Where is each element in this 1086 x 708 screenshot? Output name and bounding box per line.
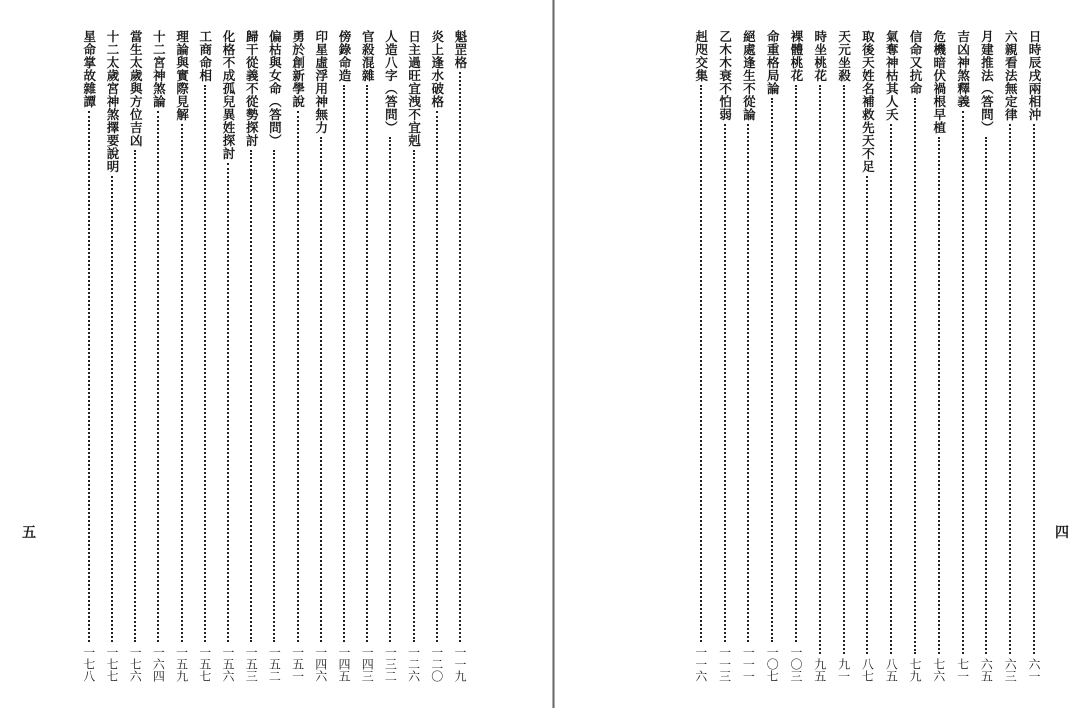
dot-leader (890, 124, 892, 654)
dot-leader (88, 111, 90, 642)
toc-entry-page-number: 六三 (1003, 658, 1018, 682)
toc-entry-page-number: 七六 (931, 658, 946, 682)
toc-entry (195, 30, 215, 682)
toc-entry (241, 30, 261, 682)
toc-entry (404, 30, 424, 682)
toc-entry-title: 理論與實際見解 (174, 30, 190, 121)
toc-entry (691, 30, 711, 682)
dot-leader (866, 176, 868, 654)
toc-entry-page-number: 一五三 (244, 646, 259, 682)
toc-entry-page-number: 一六四 (151, 646, 166, 682)
toc-entry-title: 信命又抗命 (908, 30, 923, 95)
toc-entry-title: 傍錄命造 (337, 30, 352, 82)
dot-leader (157, 111, 159, 642)
toc-entry-page-number: 九一 (836, 658, 851, 682)
toc-entry (357, 30, 377, 682)
toc-entry-title: 日主過旺宜洩不宜剋 (406, 30, 422, 147)
toc-entry (762, 30, 782, 682)
toc-entry-title: 官殺混雜 (360, 30, 376, 82)
toc-entry-page-number: 九五 (812, 658, 827, 682)
toc-entry (125, 30, 145, 682)
toc-entry-title: 取後天姓名補救先天不足 (860, 30, 876, 173)
toc-entry (218, 30, 238, 682)
toc-entry (881, 30, 901, 682)
toc-entry (738, 30, 758, 682)
toc-entry (905, 30, 925, 682)
toc-entry-page-number: 一五一 (290, 646, 305, 682)
toc-entry (427, 30, 447, 682)
toc-entry (810, 30, 830, 682)
toc-entry-title: 赳咫交集 (693, 30, 709, 82)
toc-entry-page-number: 八五 (884, 658, 899, 682)
dot-leader (985, 137, 987, 654)
toc-entry (834, 30, 854, 682)
dot-leader (819, 85, 821, 654)
toc-entry (172, 30, 192, 682)
toc-entry-page-number: 一七七 (105, 646, 119, 682)
toc-entry (334, 30, 354, 682)
toc-entry-page-number: 七一 (955, 658, 970, 682)
toc-entry-page-number: 一五二 (267, 646, 282, 682)
toc-entry-title: 十二太歲宮神煞擇要說明 (105, 30, 120, 173)
toc-entry (102, 30, 122, 682)
toc-entry-page-number: 一五九 (174, 646, 189, 682)
toc-entry (715, 30, 735, 682)
dot-leader (343, 85, 345, 642)
toc-entry-page-number: 一三二 (383, 646, 398, 682)
toc-entry-page-number: 一四三 (360, 646, 375, 682)
left-page-folio: 五 (22, 525, 36, 541)
dot-leader (227, 163, 229, 642)
dot-leader (700, 85, 702, 642)
toc-entry-title: 魁罡格 (453, 30, 468, 69)
toc-entry-title: 偏枯與女命（答問） (267, 30, 283, 147)
toc-entry-page-number: 一一六 (693, 646, 708, 682)
toc-entry-title: 六親看法無定律 (1003, 30, 1019, 121)
toc-entry-title: 炎上逢水破格 (429, 30, 445, 108)
toc-entry-page-number: 七九 (908, 658, 922, 682)
dot-leader (366, 85, 368, 642)
dot-leader (914, 98, 916, 654)
dot-leader (1009, 124, 1011, 654)
toc-entry-title: 十二宮神煞論 (151, 30, 167, 108)
toc-entry-page-number: 一七六 (128, 646, 143, 682)
toc-entry (288, 30, 308, 682)
dot-leader (297, 111, 299, 642)
toc-entry-title: 時坐桃花 (812, 30, 828, 82)
right-toc (557, 0, 1086, 708)
toc-entry-page-number: 一〇七 (765, 646, 780, 682)
dot-leader (938, 137, 940, 654)
toc-entry-title: 裸體桃花 (789, 30, 804, 82)
toc-entry-page-number: 一一九 (453, 646, 467, 682)
toc-entry-title: 日時辰戌兩相沖 (1027, 30, 1042, 121)
toc-entry-title: 化格不成孤兒異姓探討 (221, 30, 236, 160)
toc-entry (450, 30, 470, 682)
toc-entry-page-number: 一五七 (197, 646, 212, 682)
toc-entry-title: 氣奪神枯其人夭 (884, 30, 900, 121)
dot-leader (389, 137, 391, 642)
toc-entry-page-number: 一〇三 (789, 646, 803, 682)
right-page (557, 0, 1086, 708)
toc-entry (380, 30, 400, 682)
toc-entry-title: 印星虛浮用神無力 (313, 30, 329, 134)
toc-entry-title: 絕處逢生不從論 (741, 30, 757, 121)
toc-entry-page-number: 一四五 (337, 646, 351, 682)
toc-entry-title: 乙木木衰不怕弱 (717, 30, 733, 121)
toc-entry-page-number: 六五 (979, 658, 994, 682)
dot-leader (273, 150, 275, 642)
toc-entry (1000, 30, 1020, 682)
book-gutter (552, 0, 555, 708)
dot-leader (843, 85, 845, 654)
toc-entry-page-number: 六一 (1027, 658, 1041, 682)
dot-leader (204, 85, 206, 642)
toc-entry-page-number: 一五六 (221, 646, 235, 682)
dot-leader (747, 124, 749, 642)
toc-entry-title: 當生太歲與方位吉凶 (128, 30, 144, 147)
toc-entry-page-number: 八七 (860, 658, 875, 682)
dot-leader (111, 176, 113, 642)
toc-entry (148, 30, 168, 682)
dot-leader (459, 72, 461, 642)
right-page-folio: 四 (1055, 525, 1069, 541)
toc-entry-title: 星命掌故雜譚 (81, 30, 97, 108)
dot-leader (795, 85, 797, 642)
toc-entry-title: 勇於創新學說 (290, 30, 306, 108)
toc-entry (953, 30, 973, 682)
toc-entry-title: 吉凶神煞釋義 (955, 30, 971, 108)
toc-entry (311, 30, 331, 682)
toc-entry-title: 歸干從義不從勢探討 (244, 30, 260, 147)
toc-entry-title: 命重格局論 (765, 30, 781, 95)
dot-leader (134, 150, 136, 642)
toc-entry-title: 危機暗伏禍根早植 (931, 30, 947, 134)
toc-entry-page-number: 一一一 (741, 646, 756, 682)
toc-entry-page-number: 一四六 (313, 646, 328, 682)
toc-entry-title: 工商命相 (197, 30, 213, 82)
dot-leader (413, 150, 415, 642)
toc-entry-page-number: 一七八 (81, 646, 96, 682)
toc-entry (929, 30, 949, 682)
dot-leader (436, 111, 438, 642)
toc-entry (786, 30, 806, 682)
dot-leader (320, 137, 322, 642)
toc-entry-title: 天元坐殺 (836, 30, 852, 82)
toc-entry-page-number: 一二六 (406, 646, 421, 682)
dot-leader (250, 150, 252, 642)
toc-entry (976, 30, 996, 682)
dot-leader (1033, 124, 1035, 654)
toc-entry-page-number: 一二〇 (429, 646, 444, 682)
toc-entry (79, 30, 99, 682)
toc-entry (857, 30, 877, 682)
toc-entry-title: 人造八字（答問） (383, 30, 399, 134)
toc-entry-page-number: 一一三 (717, 646, 732, 682)
dot-leader (771, 98, 773, 642)
toc-entry (264, 30, 284, 682)
dot-leader (181, 124, 183, 642)
toc-entry (1024, 30, 1044, 682)
dot-leader (962, 111, 964, 654)
toc-entry-title: 月建推法（答問） (979, 30, 995, 134)
dot-leader (724, 124, 726, 642)
